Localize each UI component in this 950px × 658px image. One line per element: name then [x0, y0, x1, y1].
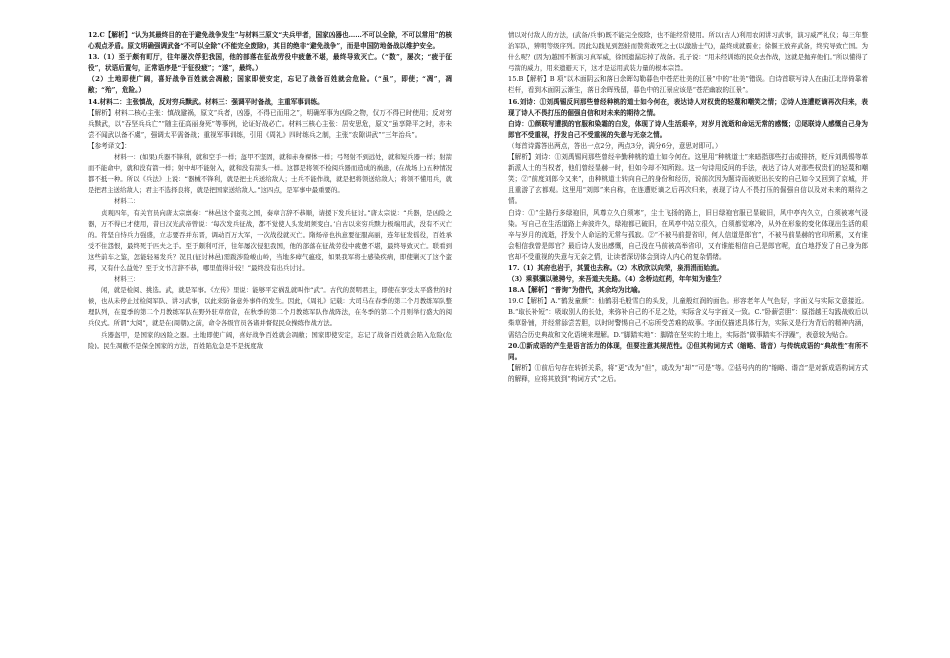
answer-paragraph: 20.①新成语的产生是语言活力的体现，但要注意其规范性。②但其构词方式（缩略、谐音）与传统成语的“典故性”有所不同。: [508, 341, 868, 361]
answer-paragraph: 18.A【解析】“普询”为借代，其余均为比喻。: [508, 286, 645, 295]
answer-paragraph: 材料一：(如果)兵器不锋利，就和空手一样；盔甲不坚固，就和赤身裸体一样；弓弩射不到远处，就和短兵器一样；射箭而不能命中，就和没有箭一样；射中却不能射入，就和没有箭头一样。这都是将领不检阅兵器而造成的祸患，(在战场上)五种情况都不抵一种。所以《兵法》上说：“器械不锋利，就是把士兵送给敌人；士兵不能作战，就是把将领送给敌人；将领不懂用兵，就是把君主送给敌人；君主不选择良将，就是把国家送给敌人。”这四点，是军事中最重要的。: [88, 153, 452, 195]
answer-paragraph: 材料三：: [114, 275, 140, 284]
answer-paragraph: 【解析】①前后句存在转折关系，将“更”改为“但”，或改为“却”“可是”等。②括号内的的“缩略、谐音”是对新成语构词方式的解释，应将其放到“构词方式”之后。: [508, 363, 868, 383]
answer-paragraph: 材料二：: [114, 197, 140, 206]
answer-paragraph: 情以对付敌人的方法，(武备/兵事)既不能完全废除，也不能经常使用。所以(古人)利用农闲讲习武事，演习威严礼仪；每三年整治军队，辨明等级序列。因此勾践见到怒蛙而赞赏敢死之士(以激励士气)，最终成就霸业；徐偃王放弃武备，终究导致亡国。为什么呢？(因为)越国不断演习真军威，徐国遗漏忘掉了战备。孔子说：“用未经训练的民众去作战，这就是抛弃他们。”所以懂得了弓箭的威力，用来遗避天下，这才是运用武装力量的根本宗旨。: [508, 31, 868, 73]
answer-paragraph: （2）土地即使广阔，喜好战争百姓就会凋敝；国家即使安定，忘记了战备百姓就会危险。（“虽”，即使；“凋”，凋敝；“殆”，危险。）: [88, 75, 452, 95]
answer-paragraph: 闲，就是检阅、挑选。武，就是军事。《左传》里说：能够平定祸乱就叫作“武”。古代的贤明君主，即使在享受太平盛世的时候，也从未停止过检阅军队、讲习武事，以此来防备意外事件的发生。因此，《周礼》记载：大司马在春季的第二个月教练军队整理队列，在夏季的第二个月教练军队在野外驻草宿营，在秋季的第二个月教练军队作战阵法，在冬季的第二个月则举行盛大的阅兵仪式。所谓“大阅”，就是在(周朝)之前，命令各级官员各诸并督促民众操练作战方法。: [88, 286, 452, 328]
answer-paragraph: 兵器盔甲，是国家的凶险之器。土地即使广阔，喜好战争百姓就会凋敝；国家即使安定，忘记了战备百姓就会陷入危险(危险)。民生凋敝不是保全国家的方法，百姓陷危急是不是抚度敌: [88, 330, 452, 350]
answer-paragraph: （每首诗露答出两点，答出一点2分，两点3分，满分6分，意思对即可。）: [508, 141, 722, 150]
answer-paragraph: （3）乘骐骥以驰骋兮，来吾道夫先路。（4）念桥边红药，年年知为谁生？: [508, 275, 725, 284]
answer-column-left: [88, 30, 452, 352]
answer-paragraph: 17.（1）其府也岩于，其置也去称。（2）木欣欣以向荣，泉涓涓而始流。: [508, 263, 724, 272]
answer-paragraph: 12.C【解析】“认为其最终目的在于避免战争发生”与材料三原文“夫兵甲者，国家凶器也……不可以全除，不可以常用”的核心观点矛盾。原文明确强调武备“不可以全除”(不能完全废除)，其目的绝非“避免战争”，而是申国防地备战以维护安全。: [88, 31, 452, 51]
answer-paragraph: 16.刘诗：①刘禹锡反问那些曾经种桃的道士如今何在，表达诗人对权贵的轻蔑和嘲笑之情；②诗人连遭贬谪再次归来，表现了诗人不畏打压的倔强自信和对未来的期待之情。: [508, 97, 868, 117]
answer-paragraph: 13.（1）至于颇有町厅，往年屡次俘犯我国，他的部落在征战劳役中疲惫不堪，最终导致灭亡。（“数”，屡次；“疲于征役”，状语后置句，正常语序是“于征役疲”；“遂”，最终。）: [88, 53, 452, 73]
answer-paragraph: 白诗：①颜联写遭损的官服和染霜的白发，体现了诗人生活艰辛，对岁月流逝和命运无常的感慨；②尾联诗人感慨自己身为郎官不受重视，抒发自己不受重视的失意与无奈之情。: [508, 119, 868, 139]
answer-paragraph: 【解析】刘诗：①刘禹锡问那些曾经辛勤种桃的道士如今何在。这里用“种桃道士”来暗指那些打击或排挤，贬斥刘禹锡等革新派人士的当权者，他们曾经显赫一时，但如今却不知所踪。这一句诗用反问的手法，表达了诗人对那些权贵们的轻蔑和嘲笑；②“前度刘郎今又来”，由种桃道士转向自己的身份和经历，说前次因为题诗而被贬出长安的自己如今又回到了京城，并且重游了玄都观。这里用“刘郎”来自称，在连遭贬谪之后再次归来，表现了诗人不畏打压的倔强自信以及对未来的期待之情。: [508, 153, 868, 206]
answer-paragraph: 14.材料二：主张慎战，反对穷兵黩武。材料三：强调平时备战，主重军事训练。: [88, 97, 324, 106]
answer-paragraph: 白诗：①“尘路行多绿袍旧，风尊立久白须寒”，尘土飞扬的路上，旧日绿袍官服已显破旧，风中亭内久立，白须被寒气浸染。写自己在生活道路上奔波许久，绿袍都已破旧，在风亭中站立很久，白须都觉寒冷，从外在形象的变化体现出生活的艰辛与岁月的流逝，抒发个人命运的无常与孤寂。②“不被马前提省印，何人信道是郎官”，不被马前显赫的官印所累，又有谁会相信我曾是郎官？最后诗人发出感慨，自己没在马前被高举省印，又有谁能相信自己是郎官呢，直白地抒发了自己身为郎官却不受重视的失意与无奈之情，让读者深切体会到诗人内心的复杂情绪。: [508, 208, 868, 261]
answer-paragraph: 【解析】材料二核心主张：慎战避祸，原文“兵者，凶器，不得已而用之”，明确军事为凶险之物，仅万不得已时使用；反对穷兵黩武，以“吞坚兵兵亡”“随主征高丽身死”等事例，论证好战必亡。材料三核心主张：居安思危，原文“虽享降平之时，亦未尝不闻武以备不虞”，强调太平需备战；重视军事训练，引用《周礼》四时练兵之制，主张“农隙讲武”“三年治兵”。: [88, 108, 452, 139]
answer-paragraph: 19.C【解析】A.“鹤发童颜”：仙鹤羽毛般雪白的头发，儿童般红润的面色。形容老年人气色好，字面义与实际文意接近。B.“取长补短”：吸取别人的长处，来弥补自己的不足之处，实际含义与字面义一致。C.“卧薪尝胆”：原指越王勾践战败后以柴草卧铺，并经常舔尝苦胆，以时时警惕自己不忘所受苦难的故事。字面仅描述具体行为，实际义是行为背后的精神内涵，需结合历史典故和文化语境来理解。D.“脚踏实地”：脚踏在坚实的土地上，实际指“做事踏实不浮躁”，表意较为贴合。: [508, 297, 868, 339]
answer-column-right: [508, 30, 868, 385]
answer-paragraph: 贞观四年，有关官员向唐太宗禀奏：“林邑这个蛮夷之国，奏章言辞不恭顺，请援下发兵征讨。”唐太宗说：“兵器，是凶险之器，万不得已才使用，昔日汉光武帝曾说：‘每次发兵征战，都不觉使人头发胡须变白。’自古以来穷兵黩力极端用武，没有不灭亡的。符坚自恃兵力强盛，立志要吞并东晋，调动百万大军，一次战役就灭亡。隋炀帝也执意要征服高丽，连年征发徭役，百姓承受不住怨恨，最终死于匹夫之手。至于颇利可汗，往年屡次侵犯我国，他的部落在征战劳役中疲惫不堪，最终导致灭亡。联看到这些前车之鉴，怎能轻易发兵？况且(征讨林邑)需跋涉险峻山岭，当地多瘴气瘟疫，如果我军将士感染疾病，即使剿灭了这个蛮邦，又有什么益处？至于文书言辞不恭，哪里值得计较！”最终没有出兵讨讨。: [88, 208, 452, 272]
answer-paragraph: 【参考译文】：: [88, 141, 131, 150]
answer-paragraph: 15.B【解析】B 项“以木面阴云和落日余晖勾勒暮色中苍茫壮美的江景”中的“壮美”错误。白诗首联写诗人在曲江北岸倚靠着栏杆，看到木面阴云渐生，落日余晖残留，暮色中的江景应该是“苍茫幽寂的江景”。: [508, 75, 868, 95]
